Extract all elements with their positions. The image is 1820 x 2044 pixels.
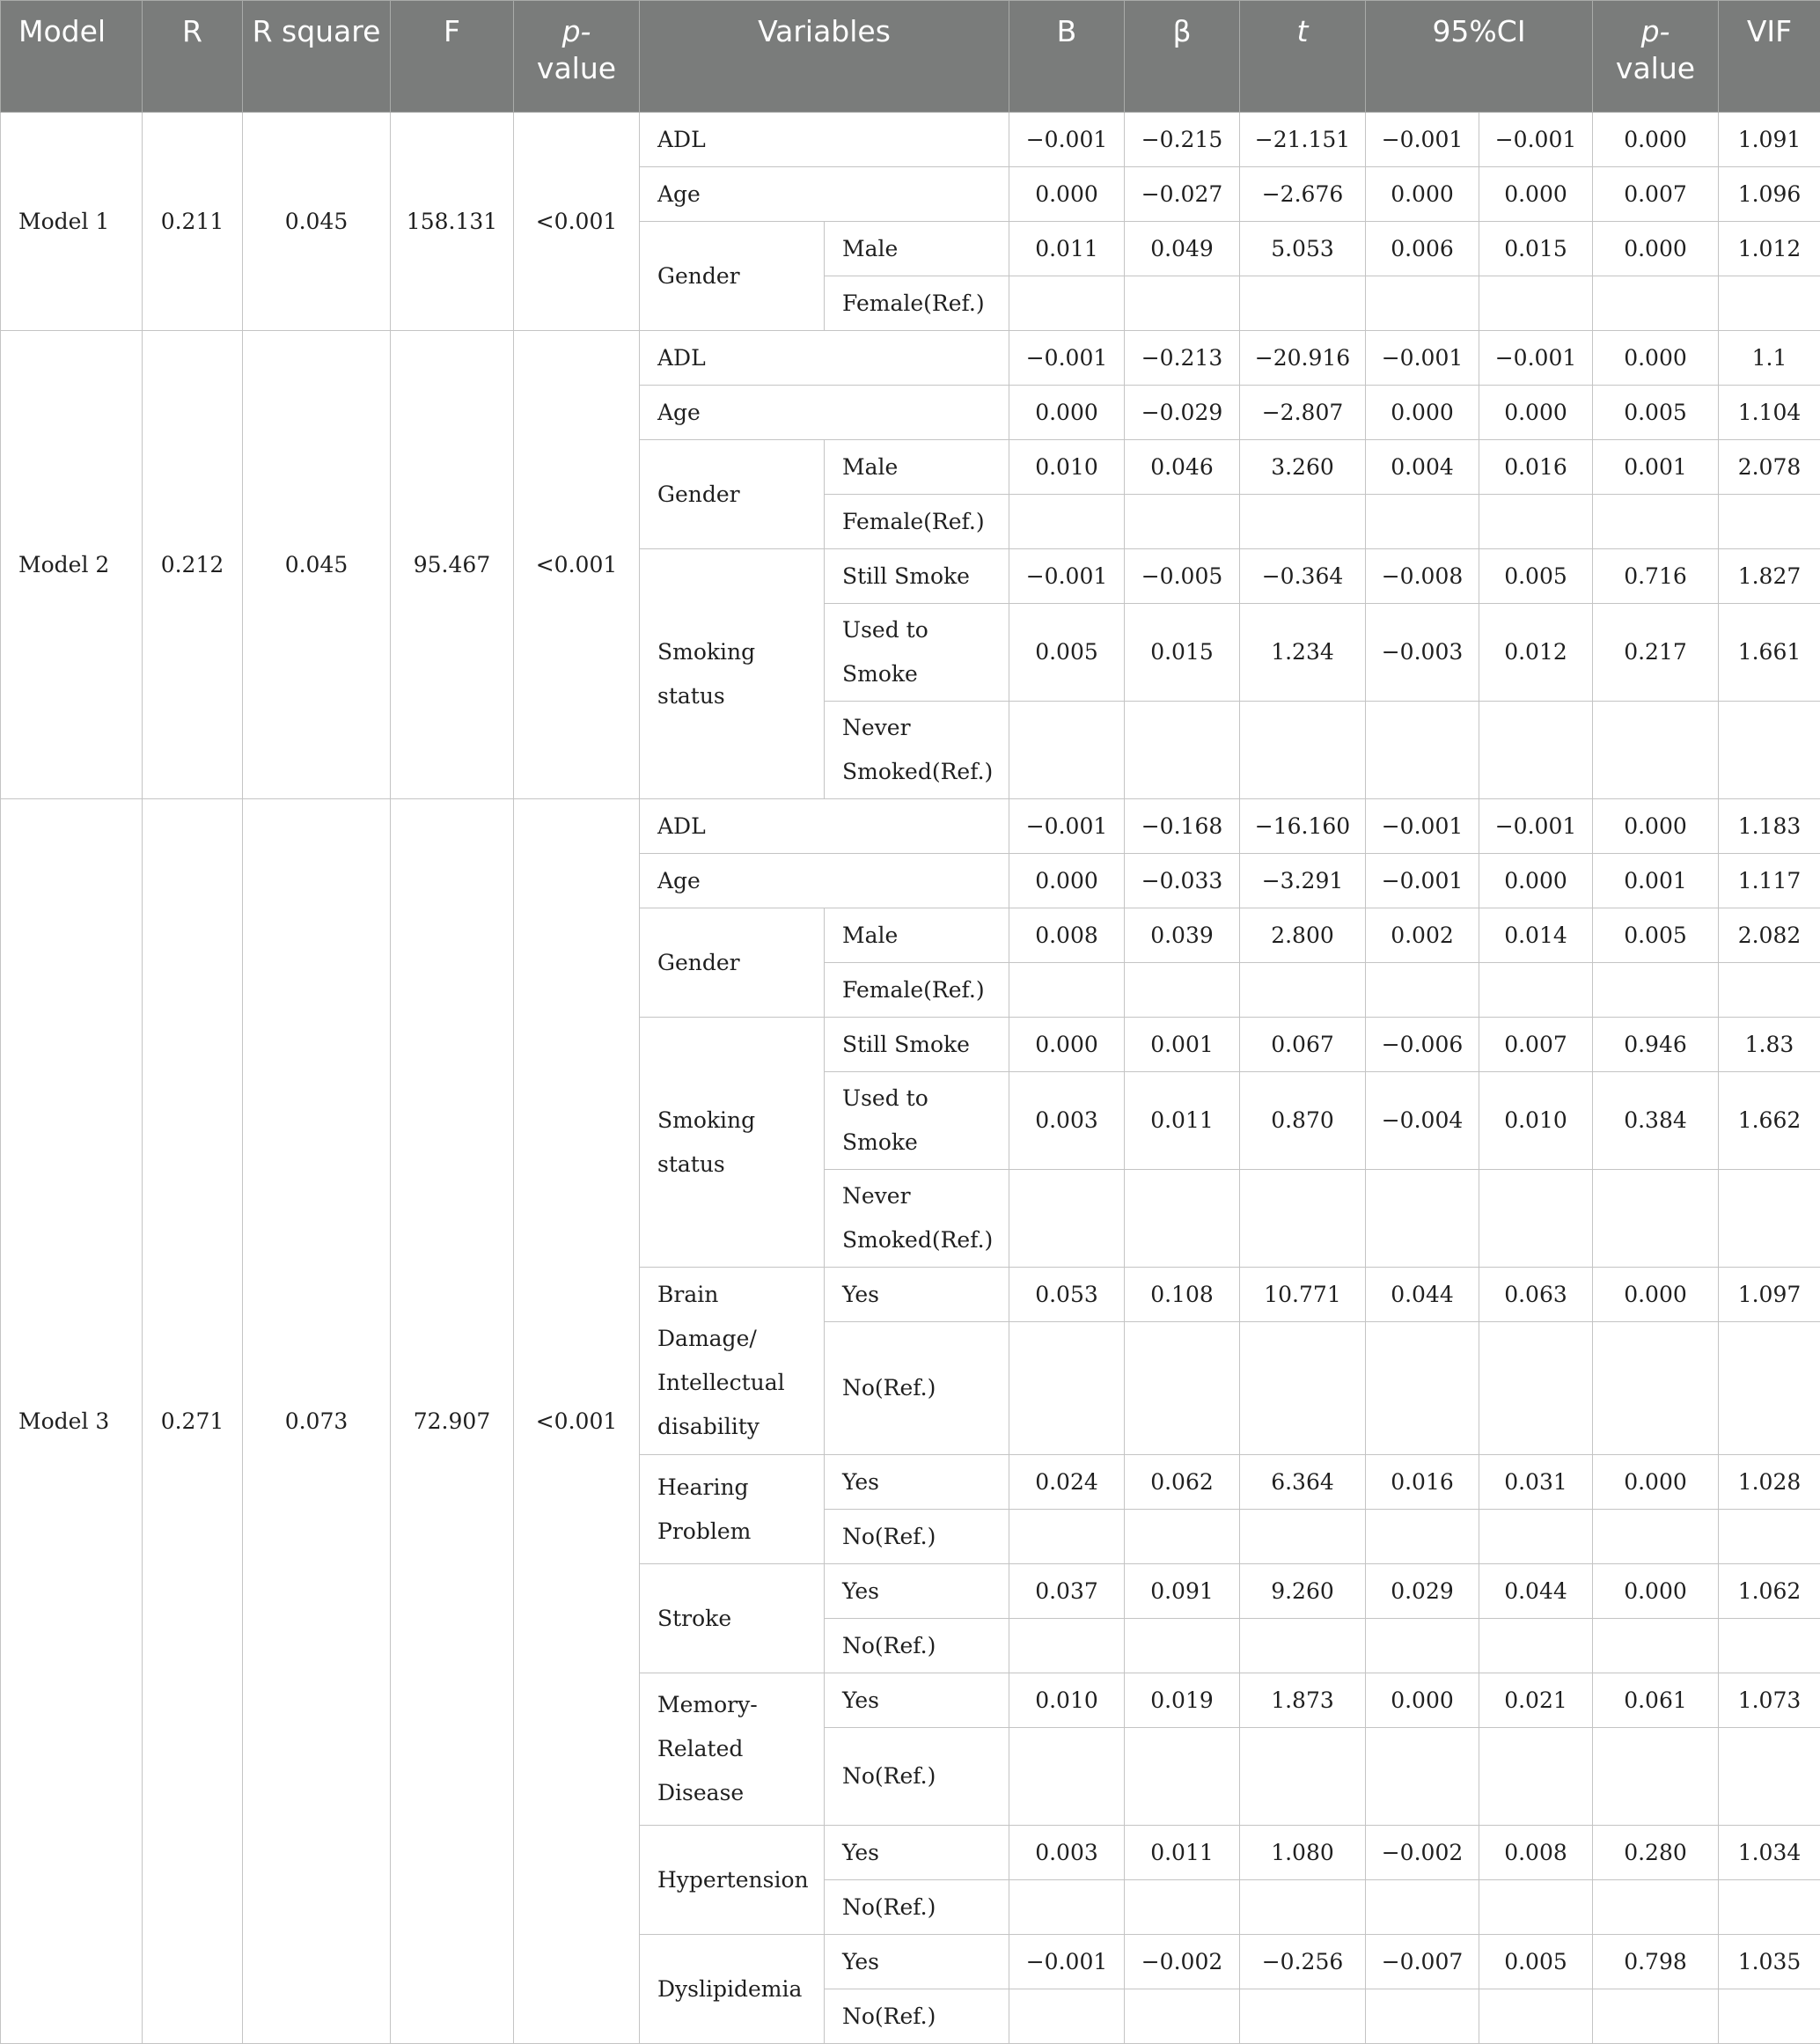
header-beta: β [1125, 1, 1240, 113]
variable-level: Male [825, 440, 1009, 495]
cell-beta [1125, 1880, 1240, 1935]
cell-ci-high [1479, 1619, 1593, 1673]
cell-ci-high [1479, 1170, 1593, 1268]
variable-name: Stroke [640, 1564, 825, 1673]
cell-b: 0.000 [1009, 386, 1125, 440]
model-r: 0.271 [143, 799, 243, 2044]
cell-vif: 1.662 [1719, 1072, 1820, 1170]
cell-beta: −0.033 [1125, 854, 1240, 908]
cell-beta: −0.029 [1125, 386, 1240, 440]
cell-ci-high: 0.000 [1479, 854, 1593, 908]
cell-p: 0.716 [1593, 549, 1719, 604]
cell-ci-high: 0.031 [1479, 1455, 1593, 1510]
cell-t: −3.291 [1240, 854, 1366, 908]
cell-ci-low: −0.001 [1366, 331, 1479, 386]
cell-ci-high: 0.010 [1479, 1072, 1593, 1170]
cell-b [1009, 1322, 1125, 1455]
cell-t: 9.260 [1240, 1564, 1366, 1619]
cell-vif [1719, 276, 1820, 331]
cell-t: 10.771 [1240, 1268, 1366, 1322]
cell-beta: 0.108 [1125, 1268, 1240, 1322]
variable-level: No(Ref.) [825, 1989, 1009, 2044]
cell-b: 0.003 [1009, 1072, 1125, 1170]
cell-ci-low [1366, 495, 1479, 549]
cell-beta [1125, 1619, 1240, 1673]
cell-p [1593, 495, 1719, 549]
cell-t: 3.260 [1240, 440, 1366, 495]
variable-level: No(Ref.) [825, 1880, 1009, 1935]
cell-beta: 0.062 [1125, 1455, 1240, 1510]
cell-ci-high: 0.044 [1479, 1564, 1593, 1619]
cell-t [1240, 1510, 1366, 1564]
header-p2-value-word: value [1616, 51, 1695, 85]
cell-p: 0.000 [1593, 1268, 1719, 1322]
cell-vif: 1.028 [1719, 1455, 1820, 1510]
variable-name: Smoking status [640, 549, 825, 799]
cell-t [1240, 1728, 1366, 1826]
cell-b: 0.024 [1009, 1455, 1125, 1510]
cell-t: −16.160 [1240, 799, 1366, 854]
table-body [1, 113, 1820, 2044]
variable-name: Dyslipidemia [640, 1935, 825, 2044]
cell-t: −21.151 [1240, 113, 1366, 167]
cell-p: 0.001 [1593, 854, 1719, 908]
cell-beta: 0.091 [1125, 1564, 1240, 1619]
variable-name: ADL [640, 113, 1009, 167]
cell-ci-low: 0.044 [1366, 1268, 1479, 1322]
cell-vif: 1.117 [1719, 854, 1820, 908]
variable-level: Female(Ref.) [825, 495, 1009, 549]
cell-b [1009, 963, 1125, 1018]
cell-ci-high: 0.016 [1479, 440, 1593, 495]
variable-name: Smoking status [640, 1018, 825, 1268]
variable-level: Still Smoke [825, 1018, 1009, 1072]
cell-beta: 0.011 [1125, 1072, 1240, 1170]
cell-ci-high: 0.005 [1479, 1935, 1593, 1989]
cell-b [1009, 276, 1125, 331]
cell-vif: 1.83 [1719, 1018, 1820, 1072]
cell-t: 1.873 [1240, 1673, 1366, 1728]
cell-beta: −0.002 [1125, 1935, 1240, 1989]
header-p2-italic: p- [1641, 14, 1670, 48]
header-p-value-2 [1593, 1, 1719, 113]
cell-beta [1125, 963, 1240, 1018]
cell-vif [1719, 1510, 1820, 1564]
cell-ci-high [1479, 1880, 1593, 1935]
cell-b: −0.001 [1009, 113, 1125, 167]
cell-ci-low: 0.000 [1366, 386, 1479, 440]
variable-level: Male [825, 222, 1009, 276]
cell-b: 0.037 [1009, 1564, 1125, 1619]
cell-p [1593, 1880, 1719, 1935]
variable-name: ADL [640, 331, 1009, 386]
header-r-square [243, 1, 391, 113]
cell-vif: 1.104 [1719, 386, 1820, 440]
cell-ci-low [1366, 1880, 1479, 1935]
cell-vif [1719, 1989, 1820, 2044]
cell-vif: 1.1 [1719, 331, 1820, 386]
cell-t: 2.800 [1240, 908, 1366, 963]
cell-ci-high: 0.008 [1479, 1826, 1593, 1880]
cell-ci-low: −0.007 [1366, 1935, 1479, 1989]
variable-name: Gender [640, 440, 825, 549]
variable-level: Female(Ref.) [825, 963, 1009, 1018]
cell-t [1240, 963, 1366, 1018]
cell-p [1593, 276, 1719, 331]
cell-beta [1125, 1728, 1240, 1826]
cell-b [1009, 1619, 1125, 1673]
variable-level: No(Ref.) [825, 1619, 1009, 1673]
cell-p [1593, 1510, 1719, 1564]
cell-vif: 1.183 [1719, 799, 1820, 854]
header-r-square-label: R square [253, 14, 381, 48]
cell-b [1009, 1728, 1125, 1826]
variable-name: Brain Damage/ Intellectual disability [640, 1268, 825, 1455]
cell-vif: 1.012 [1719, 222, 1820, 276]
cell-vif: 1.091 [1719, 113, 1820, 167]
cell-t: 0.870 [1240, 1072, 1366, 1170]
model-name: Model 1 [1, 113, 143, 331]
header-t-italic: t [1297, 14, 1309, 48]
cell-t: 1.234 [1240, 604, 1366, 702]
cell-ci-low: −0.004 [1366, 1072, 1479, 1170]
cell-b: 0.010 [1009, 440, 1125, 495]
cell-beta: 0.046 [1125, 440, 1240, 495]
cell-ci-low: −0.001 [1366, 799, 1479, 854]
cell-beta [1125, 1989, 1240, 2044]
cell-ci-high [1479, 1728, 1593, 1826]
cell-p: 0.005 [1593, 908, 1719, 963]
cell-ci-high: 0.000 [1479, 167, 1593, 222]
cell-b [1009, 1989, 1125, 2044]
model-r-square: 0.073 [243, 799, 391, 2044]
model-p-value: <0.001 [514, 113, 640, 331]
cell-t: −20.916 [1240, 331, 1366, 386]
variable-level: Yes [825, 1826, 1009, 1880]
cell-t [1240, 1322, 1366, 1455]
cell-vif [1719, 1170, 1820, 1268]
cell-ci-low [1366, 1728, 1479, 1826]
cell-b: −0.001 [1009, 549, 1125, 604]
variable-name: Gender [640, 908, 825, 1018]
cell-vif: 1.096 [1719, 167, 1820, 222]
cell-beta [1125, 495, 1240, 549]
cell-b [1009, 702, 1125, 799]
cell-ci-high [1479, 702, 1593, 799]
cell-t [1240, 495, 1366, 549]
cell-t: 6.364 [1240, 1455, 1366, 1510]
model-name: Model 2 [1, 331, 143, 799]
variable-level: Male [825, 908, 1009, 963]
cell-ci-high: −0.001 [1479, 331, 1593, 386]
cell-vif: 2.082 [1719, 908, 1820, 963]
cell-t [1240, 702, 1366, 799]
cell-ci-high: 0.000 [1479, 386, 1593, 440]
cell-p [1593, 963, 1719, 1018]
cell-t: −2.676 [1240, 167, 1366, 222]
cell-ci-high [1479, 1322, 1593, 1455]
variable-level: Yes [825, 1673, 1009, 1728]
cell-p: 0.384 [1593, 1072, 1719, 1170]
cell-beta: 0.039 [1125, 908, 1240, 963]
variable-name: Gender [640, 222, 825, 331]
cell-b: 0.003 [1009, 1826, 1125, 1880]
cell-beta [1125, 702, 1240, 799]
variable-level: Still Smoke [825, 549, 1009, 604]
cell-vif [1719, 1322, 1820, 1455]
cell-p [1593, 702, 1719, 799]
cell-p: 0.000 [1593, 331, 1719, 386]
cell-p: 0.000 [1593, 113, 1719, 167]
cell-vif [1719, 1728, 1820, 1826]
cell-beta: −0.027 [1125, 167, 1240, 222]
cell-beta [1125, 1510, 1240, 1564]
cell-ci-low: 0.000 [1366, 1673, 1479, 1728]
variable-level: Yes [825, 1935, 1009, 1989]
header-vif: VIF [1719, 1, 1820, 113]
cell-b: 0.053 [1009, 1268, 1125, 1322]
table-row [1, 113, 1820, 167]
cell-p: 0.000 [1593, 1564, 1719, 1619]
variable-name: Age [640, 386, 1009, 440]
cell-ci-high [1479, 495, 1593, 549]
cell-ci-low: −0.001 [1366, 854, 1479, 908]
cell-t: 0.067 [1240, 1018, 1366, 1072]
model-f: 72.907 [391, 799, 514, 2044]
cell-b [1009, 1880, 1125, 1935]
cell-beta [1125, 1170, 1240, 1268]
cell-beta: 0.019 [1125, 1673, 1240, 1728]
cell-vif [1719, 1619, 1820, 1673]
cell-vif: 1.062 [1719, 1564, 1820, 1619]
cell-t: −0.364 [1240, 549, 1366, 604]
cell-beta: 0.011 [1125, 1826, 1240, 1880]
model-p-value: <0.001 [514, 799, 640, 2044]
cell-beta [1125, 1322, 1240, 1455]
model-f: 158.131 [391, 113, 514, 331]
cell-ci-low [1366, 276, 1479, 331]
cell-b: 0.005 [1009, 604, 1125, 702]
cell-ci-low: 0.006 [1366, 222, 1479, 276]
cell-ci-low: −0.002 [1366, 1826, 1479, 1880]
cell-p [1593, 1322, 1719, 1455]
cell-ci-low: 0.004 [1366, 440, 1479, 495]
cell-p: 0.000 [1593, 799, 1719, 854]
variable-level: No(Ref.) [825, 1510, 1009, 1564]
cell-beta: −0.168 [1125, 799, 1240, 854]
header-p-italic: p- [562, 14, 591, 48]
cell-ci-low: −0.003 [1366, 604, 1479, 702]
cell-beta: 0.049 [1125, 222, 1240, 276]
model-r-square: 0.045 [243, 113, 391, 331]
cell-beta: 0.001 [1125, 1018, 1240, 1072]
cell-t [1240, 1880, 1366, 1935]
header-t [1240, 1, 1366, 113]
cell-b: 0.010 [1009, 1673, 1125, 1728]
cell-ci-low: 0.002 [1366, 908, 1479, 963]
header-b: B [1009, 1, 1125, 113]
cell-ci-low: −0.001 [1366, 113, 1479, 167]
cell-b: 0.000 [1009, 854, 1125, 908]
model-r: 0.212 [143, 331, 243, 799]
cell-t [1240, 1170, 1366, 1268]
cell-b: −0.001 [1009, 799, 1125, 854]
cell-p [1593, 1619, 1719, 1673]
table-row [1, 799, 1820, 854]
cell-b: 0.000 [1009, 167, 1125, 222]
cell-b: 0.011 [1009, 222, 1125, 276]
cell-b [1009, 1170, 1125, 1268]
cell-beta: −0.213 [1125, 331, 1240, 386]
header-r: R [143, 1, 243, 113]
header-f: F [391, 1, 514, 113]
cell-vif: 1.035 [1719, 1935, 1820, 1989]
cell-p [1593, 1989, 1719, 2044]
cell-ci-low [1366, 1989, 1479, 2044]
variable-name: Hypertension [640, 1826, 825, 1935]
variable-name: Age [640, 167, 1009, 222]
variable-name: ADL [640, 799, 1009, 854]
header-p-value-word: value [537, 51, 616, 85]
variable-name: Hearing Problem [640, 1455, 825, 1564]
cell-vif: 1.827 [1719, 549, 1820, 604]
cell-p: 0.798 [1593, 1935, 1719, 1989]
cell-ci-low: 0.029 [1366, 1564, 1479, 1619]
cell-beta: 0.015 [1125, 604, 1240, 702]
variable-name: Memory-Related Disease [640, 1673, 825, 1826]
cell-ci-low [1366, 1322, 1479, 1455]
model-name: Model 3 [1, 799, 143, 2044]
cell-ci-low [1366, 1619, 1479, 1673]
cell-vif: 2.078 [1719, 440, 1820, 495]
cell-b: 0.008 [1009, 908, 1125, 963]
cell-ci-high [1479, 963, 1593, 1018]
cell-ci-high: 0.014 [1479, 908, 1593, 963]
cell-b: −0.001 [1009, 1935, 1125, 1989]
header-ci: 95%CI [1366, 1, 1593, 113]
cell-p: 0.007 [1593, 167, 1719, 222]
cell-ci-high: −0.001 [1479, 799, 1593, 854]
cell-ci-low: −0.006 [1366, 1018, 1479, 1072]
cell-beta [1125, 276, 1240, 331]
model-f: 95.467 [391, 331, 514, 799]
variable-level: Used to Smoke [825, 1072, 1009, 1170]
cell-t: −0.256 [1240, 1935, 1366, 1989]
cell-ci-high: 0.012 [1479, 604, 1593, 702]
cell-p: 0.946 [1593, 1018, 1719, 1072]
cell-b [1009, 1510, 1125, 1564]
variable-level: Never Smoked(Ref.) [825, 1170, 1009, 1268]
table-row [1, 331, 1820, 386]
cell-ci-high [1479, 276, 1593, 331]
variable-level: No(Ref.) [825, 1728, 1009, 1826]
cell-b: −0.001 [1009, 331, 1125, 386]
cell-p: 0.000 [1593, 222, 1719, 276]
cell-ci-low [1366, 1510, 1479, 1564]
cell-p: 0.001 [1593, 440, 1719, 495]
cell-vif [1719, 495, 1820, 549]
model-r-square: 0.045 [243, 331, 391, 799]
cell-ci-high [1479, 1989, 1593, 2044]
cell-t [1240, 1619, 1366, 1673]
cell-vif: 1.073 [1719, 1673, 1820, 1728]
cell-ci-high: 0.063 [1479, 1268, 1593, 1322]
cell-ci-low [1366, 1170, 1479, 1268]
cell-ci-low: 0.016 [1366, 1455, 1479, 1510]
cell-ci-high [1479, 1510, 1593, 1564]
cell-vif [1719, 702, 1820, 799]
cell-vif [1719, 963, 1820, 1018]
header-p-value [514, 1, 640, 113]
cell-vif: 1.661 [1719, 604, 1820, 702]
cell-p: 0.217 [1593, 604, 1719, 702]
header-variables: Variables [640, 1, 1009, 113]
cell-t: 1.080 [1240, 1826, 1366, 1880]
cell-vif: 1.097 [1719, 1268, 1820, 1322]
model-p-value: <0.001 [514, 331, 640, 799]
cell-ci-high: 0.005 [1479, 549, 1593, 604]
variable-level: Never Smoked(Ref.) [825, 702, 1009, 799]
variable-level: Yes [825, 1564, 1009, 1619]
cell-b: 0.000 [1009, 1018, 1125, 1072]
cell-t: 5.053 [1240, 222, 1366, 276]
cell-t: −2.807 [1240, 386, 1366, 440]
variable-level: Yes [825, 1455, 1009, 1510]
cell-p: 0.000 [1593, 1455, 1719, 1510]
cell-p: 0.005 [1593, 386, 1719, 440]
cell-vif: 1.034 [1719, 1826, 1820, 1880]
cell-ci-low [1366, 963, 1479, 1018]
cell-ci-low: −0.008 [1366, 549, 1479, 604]
cell-b [1009, 495, 1125, 549]
variable-level: Yes [825, 1268, 1009, 1322]
cell-t [1240, 1989, 1366, 2044]
cell-p [1593, 1170, 1719, 1268]
cell-ci-high: 0.007 [1479, 1018, 1593, 1072]
cell-ci-low: 0.000 [1366, 167, 1479, 222]
variable-level: Female(Ref.) [825, 276, 1009, 331]
variable-level: No(Ref.) [825, 1322, 1009, 1455]
cell-ci-high: 0.015 [1479, 222, 1593, 276]
header-model: Model [1, 1, 143, 113]
model-r: 0.211 [143, 113, 243, 331]
cell-p [1593, 1728, 1719, 1826]
cell-t [1240, 276, 1366, 331]
variable-name: Age [640, 854, 1009, 908]
cell-ci-high: 0.021 [1479, 1673, 1593, 1728]
cell-ci-low [1366, 702, 1479, 799]
variable-level: Used to Smoke [825, 604, 1009, 702]
cell-beta: −0.215 [1125, 113, 1240, 167]
cell-p: 0.061 [1593, 1673, 1719, 1728]
cell-vif [1719, 1880, 1820, 1935]
cell-p: 0.280 [1593, 1826, 1719, 1880]
cell-ci-high: −0.001 [1479, 113, 1593, 167]
header-row [1, 1, 1820, 113]
cell-beta: −0.005 [1125, 549, 1240, 604]
